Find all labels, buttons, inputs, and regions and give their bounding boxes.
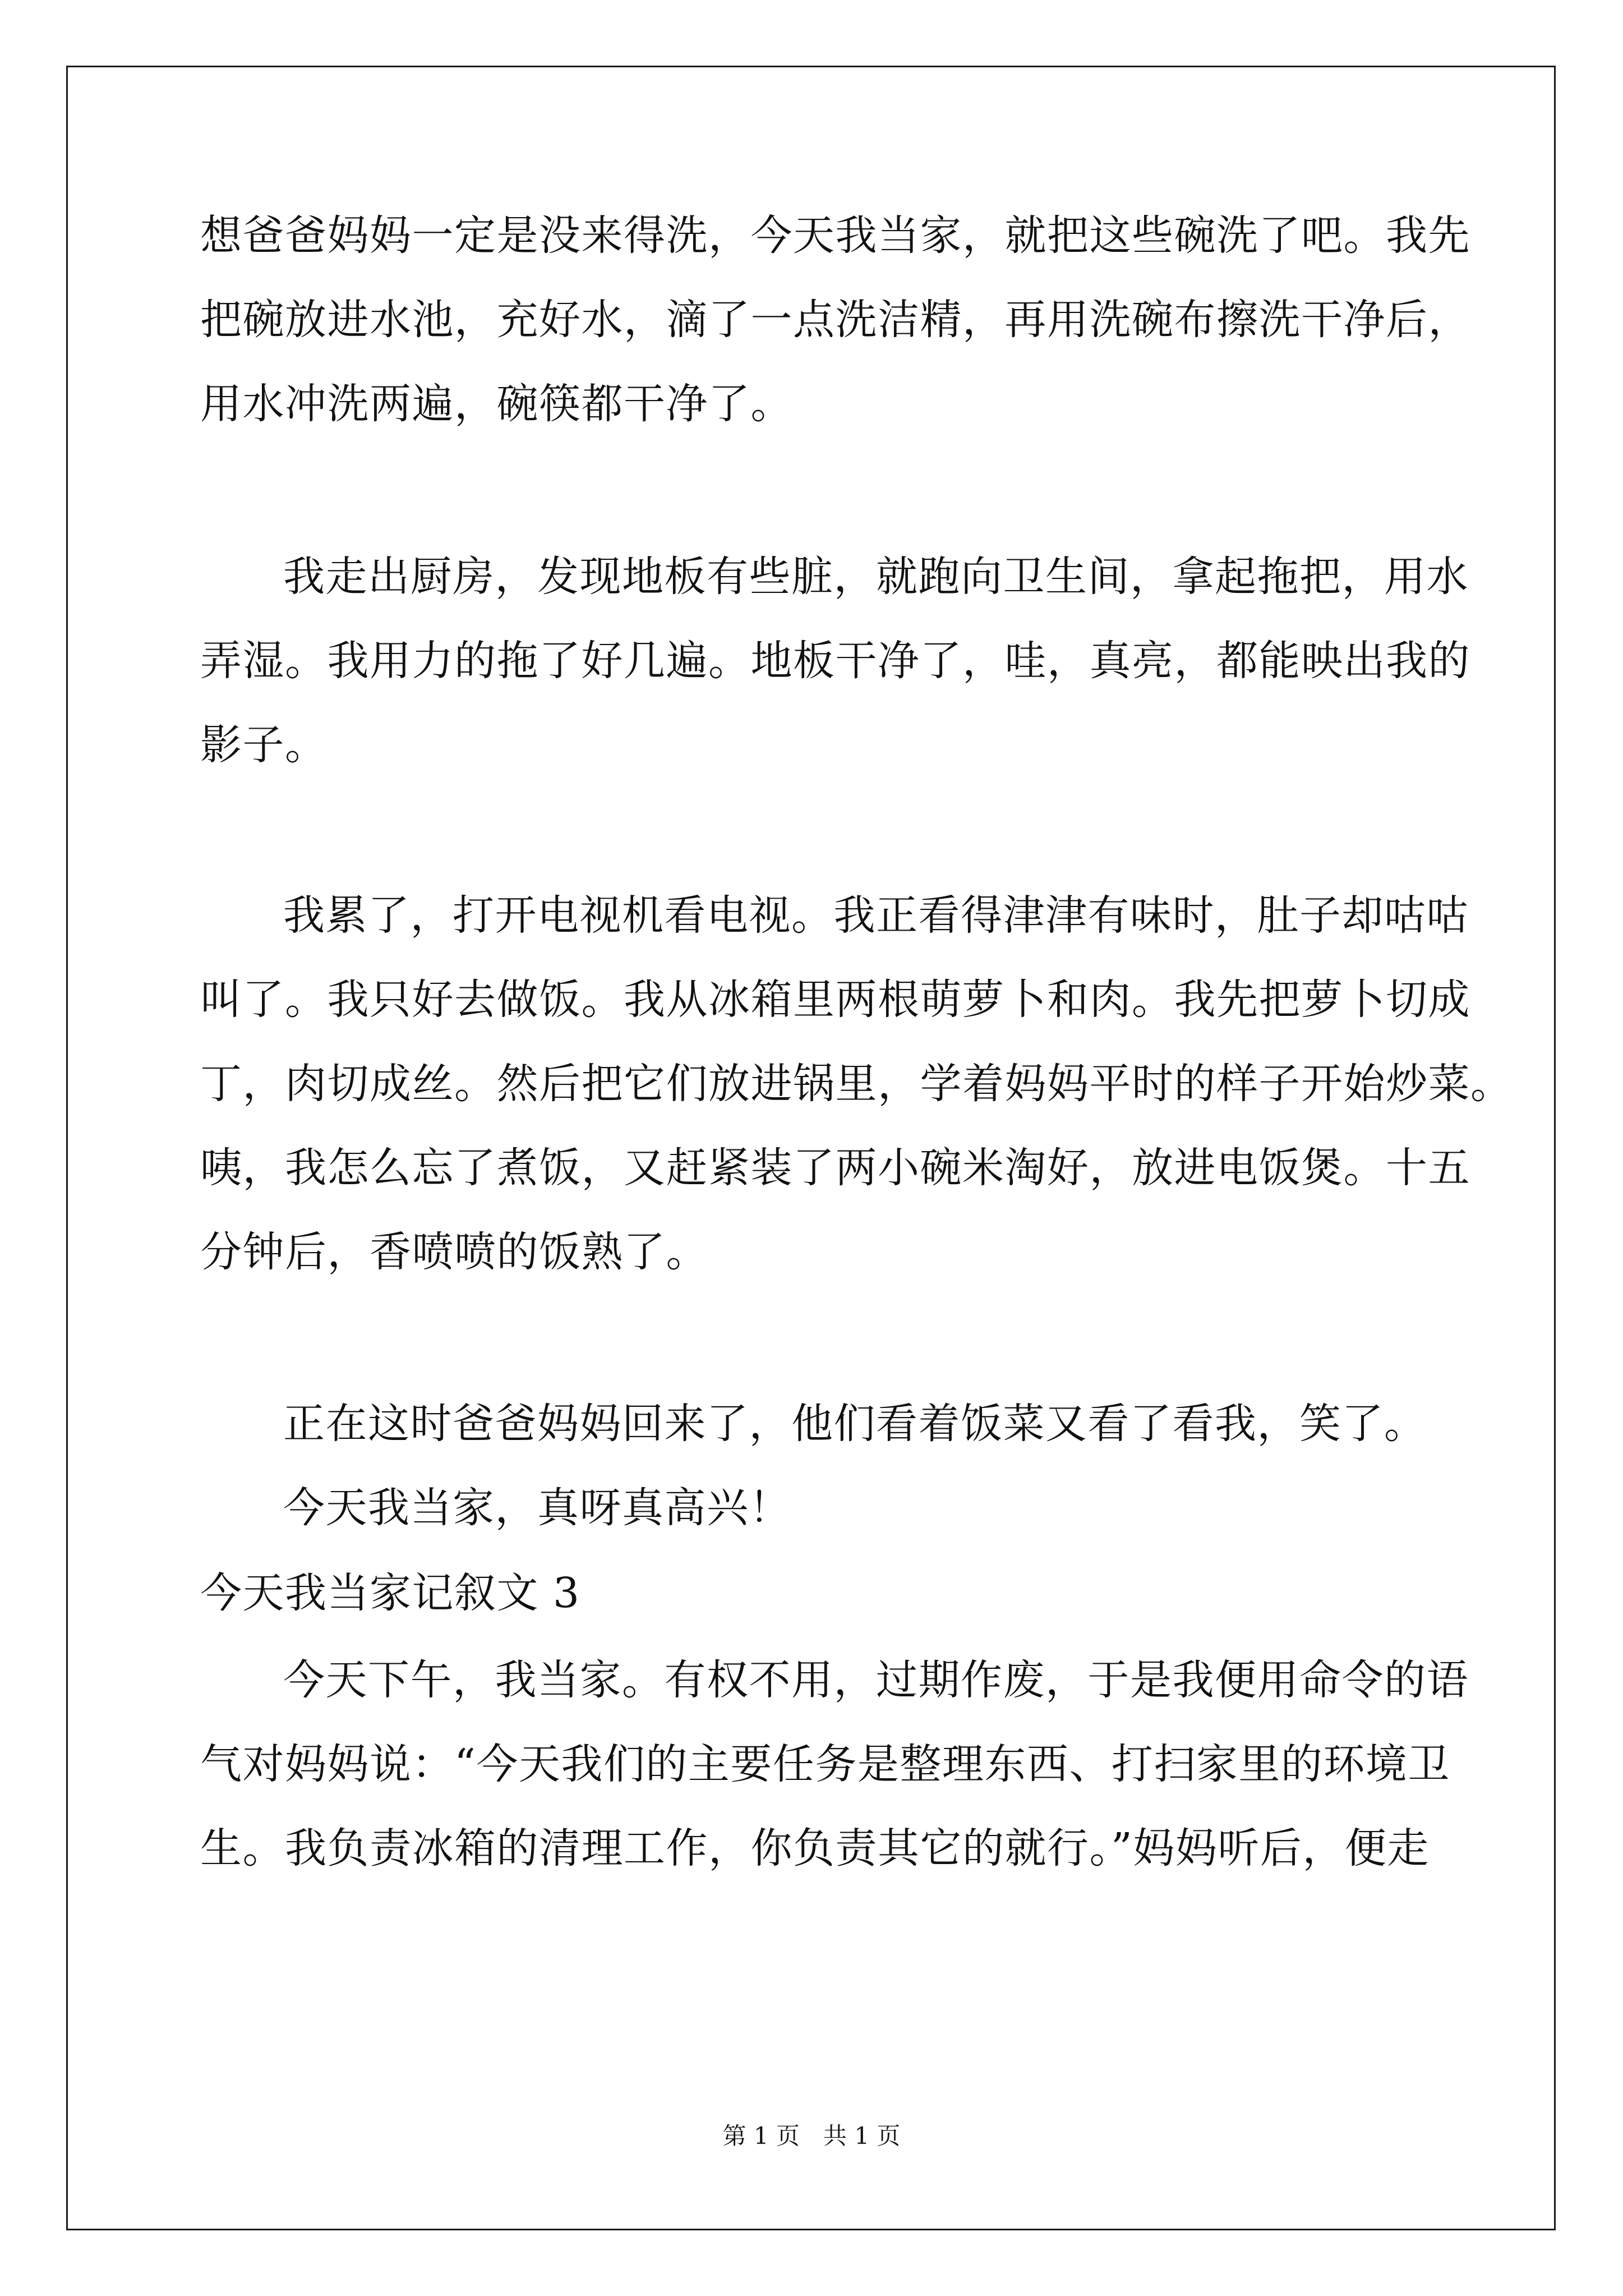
text-line: 想爸爸妈妈一定是没来得洗，今天我当家，就把这些碗洗了吧。我先 bbox=[200, 211, 1470, 260]
paragraph-start-line: 我走出厨房，发现地板有些脏，就跑向卫生间，拿起拖把，用水 bbox=[283, 553, 1469, 601]
paragraph-start-line: 今天下午，我当家。有权不用，过期作废，于是我便用命令的语 bbox=[283, 1656, 1469, 1704]
text-line: 分钟后，香喷喷的饭熟了。 bbox=[200, 1228, 708, 1276]
text-line: 影子。 bbox=[200, 721, 328, 769]
text-line: 把碗放进水池，充好水，滴了一点洗洁精，再用洗碗布擦洗干净后， bbox=[200, 296, 1470, 344]
paragraph-start-line: 今天我当家，真呀真高兴！ bbox=[283, 1484, 791, 1532]
text-line: 咦，我怎么忘了煮饭，又赶紧装了两小碗米淘好，放进电饭煲。十五 bbox=[200, 1144, 1470, 1192]
section-heading: 今天我当家记叙文 3 bbox=[200, 1569, 580, 1617]
paragraph-start-line: 我累了，打开电视机看电视。我正看得津津有味时，肚子却咕咕 bbox=[283, 891, 1469, 940]
paragraph-start-line: 正在这时爸爸妈妈回来了，他们看着饭菜又看了看我，笑了。 bbox=[283, 1400, 1427, 1448]
text-line: 叫了。我只好去做饭。我从冰箱里两根萌萝卜和肉。我先把萝卜切成 bbox=[200, 976, 1470, 1024]
text-line: 丁，肉切成丝。然后把它们放进锅里，学着妈妈平时的样子开始炒菜。 bbox=[200, 1060, 1513, 1108]
text-line: 气对妈妈说：“今天我们的主要任务是整理东西、打扫家里的环境卫 bbox=[200, 1740, 1450, 1788]
page-footer: 第 1 页 共 1 页 bbox=[722, 2122, 901, 2150]
text-line: 用水冲洗两遍，碗筷都干净了。 bbox=[200, 380, 793, 428]
text-line: 生。我负责冰箱的清理工作，你负责其它的就行。”妈妈听后，便走 bbox=[200, 1824, 1430, 1872]
text-line: 弄湿。我用力的拖了好几遍。地板干净了，哇，真亮，都能映出我的 bbox=[200, 637, 1470, 685]
